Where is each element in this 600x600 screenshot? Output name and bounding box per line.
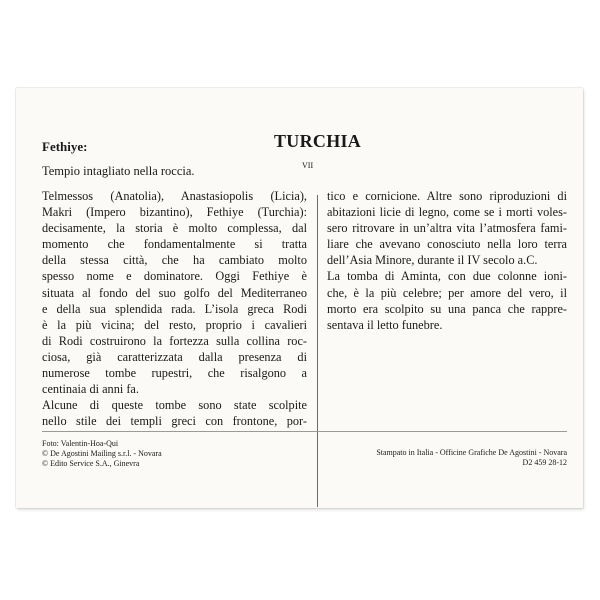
footer-divider (42, 431, 567, 432)
printer-line: Stampato in Italia - Officine Grafiche De Agostini - Novara (376, 448, 567, 457)
text-line: Telmessos (Anatolia), Anastasiopolis (Licia), (42, 189, 307, 203)
text-column-right (327, 188, 567, 333)
country-title: TURCHIA (274, 131, 362, 151)
text-line: tico e cornicione. Altre sono riproduzioni di (327, 189, 567, 203)
text-line: ciosa, già caratterizzata dalla presenza di (42, 349, 307, 364)
text-line: momento che fondamentalmente si tratta (42, 237, 307, 252)
text-line: abitazioni licie di legno, come se i morti voles- (327, 205, 567, 220)
subtitle: Tempio intagliato nella roccia. (42, 164, 195, 178)
product-code: D2 459 28-12 (522, 458, 567, 467)
text-line: Makri (Impero bizantino), Fethiye (Turchia): (42, 205, 307, 220)
credit-line: © Edito Service S.A., Ginevra (42, 459, 140, 468)
text-line: della stessa città, che ha cambiato molto (42, 253, 307, 268)
text-line: numerose tombe rupestri, che risalgono a (42, 366, 307, 381)
location-heading: Fethiye: (42, 139, 88, 154)
credit-line: © De Agostini Mailing s.r.l. - Novara (42, 449, 162, 458)
text-line: morto era scolpito su una panca che rappre- (327, 301, 567, 316)
text-line: nello stile dei templi greci con frontone, por- (42, 414, 307, 429)
text-column-left (42, 188, 307, 429)
text-line: sentava il letto funebre. (327, 317, 443, 332)
text-line: decisamente, la storia è molto complessa, dal (42, 221, 307, 236)
text-line: e della sua splendida rada. L’isola greca Rodi (42, 301, 307, 316)
text-line: che, è la più celebre; per amore del vero, il (327, 285, 567, 300)
text-line: sero ritrovare in un’altra vita l’atmosfera fami- (327, 221, 567, 236)
credit-line: Foto: Valentin-Hoa-Qui (42, 439, 119, 448)
text-line: situata al fondo del suo golfo del Mediterraneo (42, 285, 307, 300)
postcard-back (16, 88, 583, 508)
text-line: centinaia di anni fa. (42, 382, 139, 397)
text-line: è la più vicina; del resto, proprio i cavalieri (42, 317, 307, 332)
text-line: di Rodi costruirono la fortezza sulla collina roc- (42, 333, 307, 348)
text-line: La tomba di Aminta, con due colonne ioni- (327, 269, 567, 284)
card-number: VII (302, 161, 314, 170)
photo-credits (42, 439, 162, 469)
text-line: Alcune di queste tombe sono state scolpite (42, 398, 307, 413)
printer-info (376, 448, 567, 468)
text-line: spesso nome e dominatore. Oggi Fethiye è (42, 269, 307, 284)
column-divider (317, 195, 318, 507)
text-line: dell’Asia Minore, durante il IV secolo a.C. (327, 253, 538, 268)
text-line: liare che avevano conosciuto nella loro terra (327, 237, 567, 252)
